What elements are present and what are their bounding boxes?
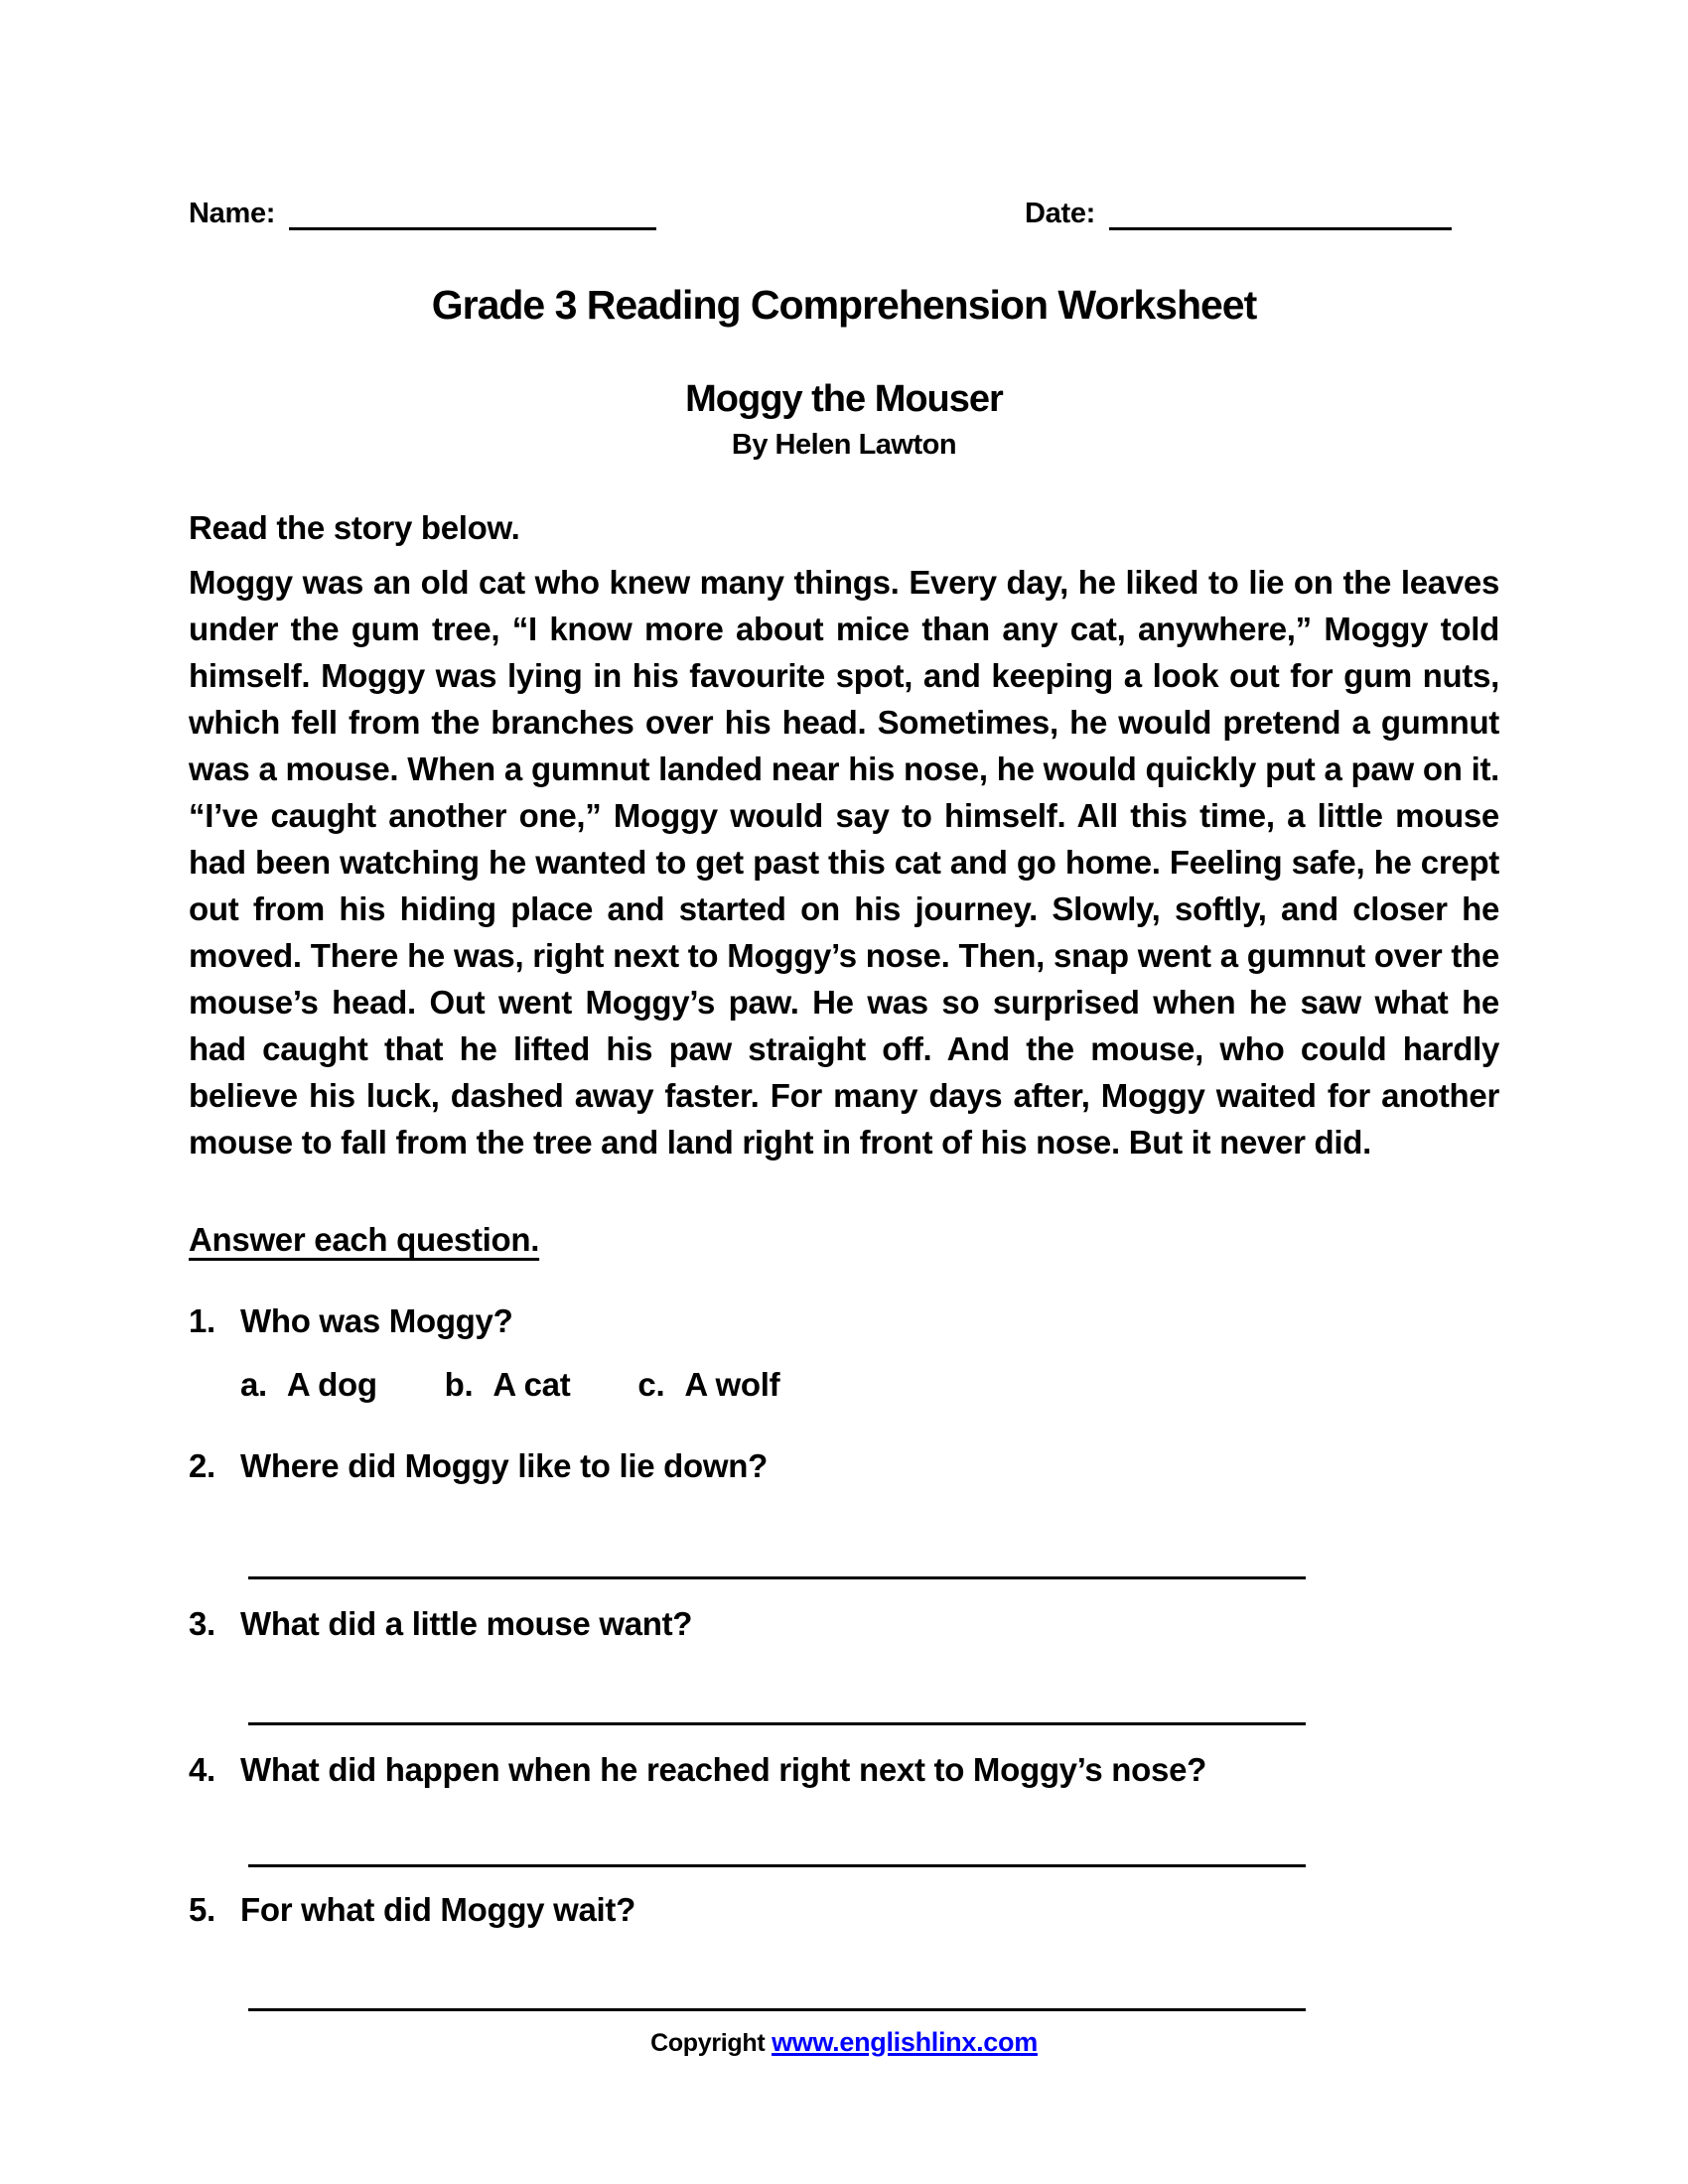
question-number: 3. [189,1605,215,1642]
question-4 [189,1751,1499,1789]
question-number: 4. [189,1751,215,1788]
header [189,194,1499,230]
worksheet-title: Grade 3 Reading Comprehension Worksheet [431,282,1257,328]
question-number: 2. [189,1447,215,1484]
question-1-choices [240,1366,1499,1404]
copyright-link[interactable]: www.englishlinx.com [772,2027,1038,2057]
answer-line [248,1576,1306,1579]
choice-text: A cat [492,1366,571,1403]
question-text: Who was Moggy? [240,1302,513,1339]
story-text: Moggy was an old cat who knew many things. Every day, he liked to lie on the leaves under the gum tree, “I know more about mice than any cat, anywhere,” Moggy told himself. Moggy was lying in his favourite spot, and keeping a look out for gum nuts, which fell from the branches over his head. Sometimes, he would pretend a gumnut was a mouse. When a gumnut landed near his nose, he would quickly put a paw on it. “I’ve caught another one,” Moggy would say to himself. All this time, a little mouse had been watching he wanted to get past this cat and go home. Feeling safe, he crept out from his hiding place and started on his journey. Slowly, softly, and closer he moved. There he was, right next to Moggy’s nose. Then, snap went a gumnut over the mouse’s head. Out went Moggy’s paw. He was so surprised when he saw what he had caught that he lifted his paw straight off. And the mouse, who could hardly believe his luck, dashed away faster. For many days after, Moggy waited for another mouse to fall from the tree and land right in front of his nose. But it never did. [189,564,1499,1160]
question-text: What did a little mouse want? [240,1605,693,1642]
choice-b [445,1366,571,1404]
story-title: Moggy the Mouser [685,378,1003,420]
question-2 [189,1447,1499,1485]
answer-instruction: Answer each question. [189,1221,540,1258]
question-text: For what did Moggy wait? [240,1891,635,1928]
read-instruction: Read the story below. [189,509,520,546]
question-number: 1. [189,1302,215,1339]
answer-line [248,1864,1306,1867]
question-number: 5. [189,1891,215,1928]
choice-letter: a. [240,1366,267,1403]
choice-a [240,1366,377,1404]
choice-text: A dog [286,1366,377,1403]
question-3 [189,1605,1499,1643]
name-field [189,194,656,230]
name-label: Name: [189,198,276,229]
date-blank-line [1109,194,1452,230]
name-blank-line [289,194,656,230]
question-1 [189,1302,1499,1340]
question-text: What did happen when he reached right next to Moggy’s nose? [240,1751,1206,1788]
choice-letter: b. [444,1366,474,1403]
choice-text: A wolf [684,1366,780,1403]
copyright-label: Copyright [650,2029,766,2057]
question-5 [189,1891,1499,1929]
footer [189,2027,1499,2058]
date-field [1025,194,1452,230]
question-text: Where did Moggy like to lie down? [240,1447,768,1484]
date-label: Date: [1024,198,1095,229]
answer-line [248,1722,1306,1725]
story-byline: By Helen Lawton [731,429,957,461]
choice-letter: c. [637,1366,665,1403]
answer-line [248,2008,1306,2011]
choice-c [637,1366,779,1404]
